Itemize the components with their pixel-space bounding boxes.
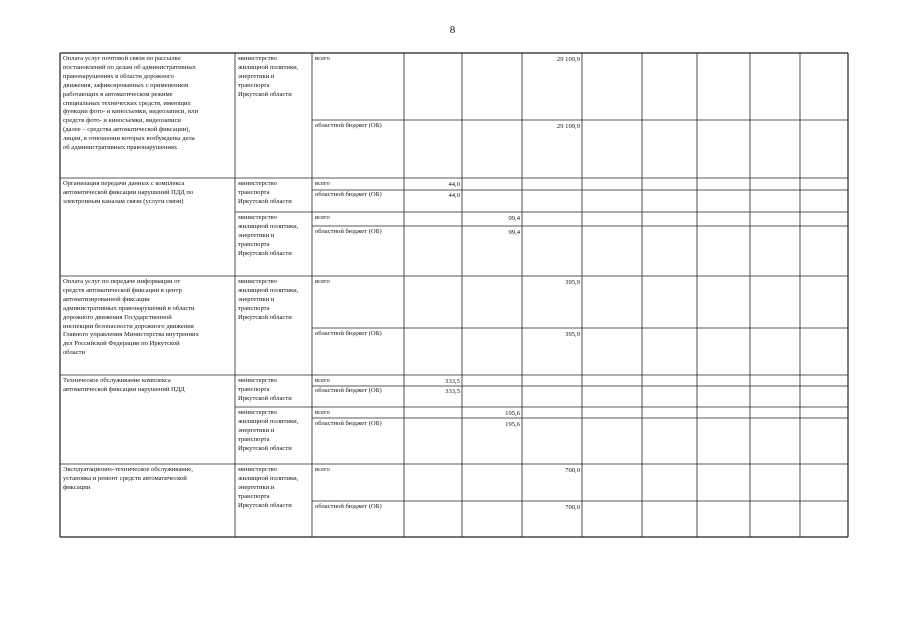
row-5-ob-label: областной бюджет (ОБ) — [315, 503, 382, 510]
row-3-ob-label: областной бюджет (ОБ) — [315, 330, 382, 337]
row-2-total-label-b: всего — [315, 214, 330, 221]
row-5-executor: министерство жилищной политики, энергетики и транспорта Иркутской области — [238, 466, 299, 509]
row-4-executor-a: министерство транспорта Иркутской области — [238, 377, 292, 402]
row-5-name: Эксплуатационно-техническое обслуживание, установка и ремонт средств автоматической фиксации — [63, 466, 193, 491]
row-5-total-value: 700,0 — [565, 467, 580, 474]
row-2-name: Организация передачи данных с комплекса автоматической фиксации нарушений ПДД по электронным каналам связи (услуги связи) — [63, 180, 194, 205]
row-2-total-label-a: всего — [315, 180, 330, 187]
row-5-ob-value: 700,0 — [565, 504, 580, 511]
row-3-name: Оплата услуг по передаче информации от средств автоматической фиксации в центр автоматизированной фиксации административных правонарушений в области дорожного движения Государственной инспекции безопасности дорожного движения Главного управления Министерства внутренних дел Российской Федерации по Иркутской области — [63, 278, 199, 357]
page-number: 8 — [449, 24, 456, 36]
row-1-ob-value: 29 109,9 — [556, 123, 580, 130]
row-3-total-label: всего — [315, 278, 330, 285]
row-3-ob-value: 395,9 — [565, 331, 580, 338]
row-2-total-value-a: 44,0 — [448, 181, 460, 188]
row-1-ob-label: областной бюджет (ОБ) — [315, 122, 382, 129]
row-4-ob-label-a: областной бюджет (ОБ) — [315, 387, 382, 394]
row-1-total-value: 29 109,9 — [556, 56, 580, 63]
row-4-total-label-b: всего — [315, 409, 330, 416]
row-3-executor: министерство жилищной политики, энергетики и транспорта Иркутской области — [238, 278, 299, 321]
row-4-total-label-a: всего — [315, 377, 330, 384]
row-4-ob-value-a: 333,5 — [445, 388, 460, 395]
row-3-total-value: 395,9 — [565, 279, 580, 286]
row-5-total-label: всего — [315, 466, 330, 473]
row-2-executor-b: министерство жилищной политики, энергетики и транспорта Иркутской области — [238, 214, 299, 257]
row-2-total-value-b: 99,4 — [508, 215, 520, 222]
row-2-executor-a: министерство транспорта Иркутской области — [238, 180, 292, 205]
row-1-name: Оплата услуг почтовой связи по рассылке постановлений по делам об административных правонарушениях в области дорожного движения, зафиксированных с применением работающих в автоматическом режиме специальных технических средств, имеющих функции фото- и киносъемки, видеозаписи, или средств фото- и киносъемки, видеозаписи (далее – средства автоматической фиксации), лицам, в отношении которых возбуждены дела об административных правонарушениях — [63, 55, 198, 152]
row-4-total-value-b: 195,6 — [505, 410, 520, 417]
row-2-ob-label-b: областной бюджет (ОБ) — [315, 228, 382, 235]
row-4-executor-b: министерство жилищной политики, энергетики и транспорта Иркутской области — [238, 409, 299, 452]
row-1-total-label: всего — [315, 55, 330, 62]
row-2-ob-value-b: 99,4 — [508, 229, 520, 236]
row-4-ob-value-b: 195,6 — [505, 421, 520, 428]
row-4-ob-label-b: областной бюджет (ОБ) — [315, 420, 382, 427]
row-2-ob-value-a: 44,0 — [448, 192, 460, 199]
row-2-ob-label-a: областной бюджет (ОБ) — [315, 191, 382, 198]
row-4-total-value-a: 333,5 — [445, 378, 460, 385]
row-1-executor: министерство жилищной политики, энергетики и транспорта Иркутской области — [238, 55, 299, 98]
row-4-name: Техническое обслуживание комплекса автоматической фиксации нарушений ПДД — [63, 377, 185, 393]
